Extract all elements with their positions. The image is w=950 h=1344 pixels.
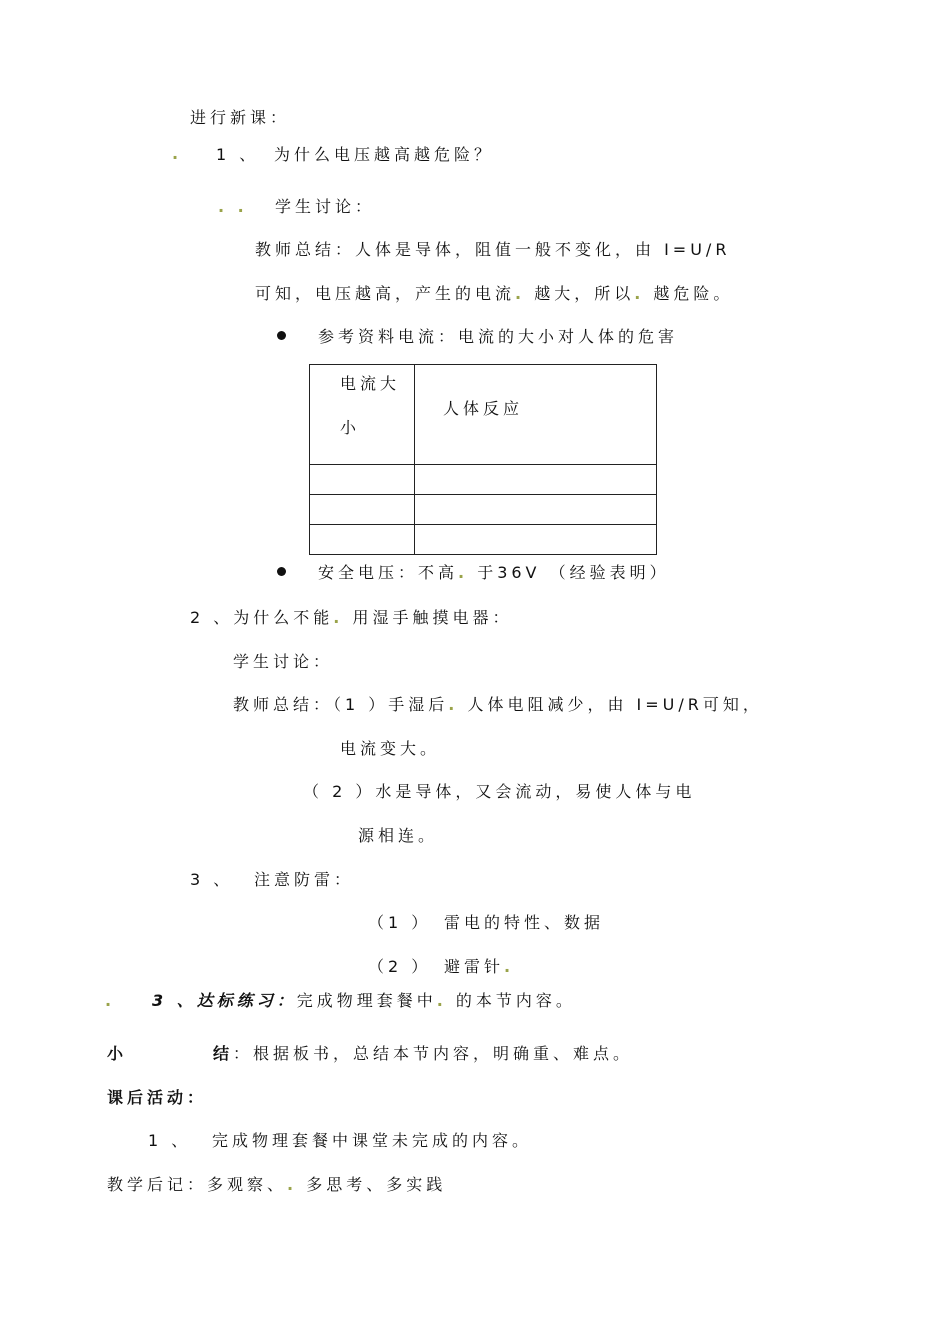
table-cell bbox=[310, 525, 415, 555]
after-class-item-text: 完成物理套餐中课堂未完成的内容。 bbox=[212, 1131, 533, 1150]
marker-dot: . bbox=[634, 284, 645, 303]
question-1-text: 为什么电压越高越危险？ bbox=[274, 145, 495, 164]
q3-item-1-number: （1 ） bbox=[368, 913, 432, 932]
marker-dot: . bbox=[515, 284, 526, 303]
question-1-number: 1 、 bbox=[216, 145, 260, 164]
after-class-item-number: 1 、 bbox=[148, 1131, 192, 1150]
practice-line bbox=[152, 991, 576, 1011]
teacher-summary-2-line-4: 源相连。 bbox=[358, 826, 439, 845]
question-3-number: 3 、 bbox=[190, 870, 234, 889]
question-2-part-b: 用湿手触摸电器： bbox=[352, 608, 513, 627]
marker-dots: . . bbox=[218, 197, 248, 216]
practice-label: 3 、达标练习： bbox=[152, 991, 297, 1010]
summary-heading-jie: 结 bbox=[213, 1044, 234, 1063]
teacher-summary-2-line-1 bbox=[233, 695, 763, 715]
teacher-summary-1-line-2 bbox=[255, 284, 733, 304]
question-3-text: 注意防雷： bbox=[254, 870, 355, 889]
summary-1-part-b: 越大，所以 bbox=[534, 284, 635, 303]
summary-2-part-b: 人体电阻减少，由 I=U/R可知， bbox=[467, 695, 763, 714]
table-header-cell-current bbox=[310, 365, 415, 465]
marker-dot: . bbox=[287, 1175, 298, 1194]
summary-line bbox=[213, 1044, 633, 1064]
table-cell bbox=[415, 525, 657, 555]
safe-voltage-line bbox=[318, 563, 670, 583]
summary-1-part-a: 可知，电压越高，产生的电流 bbox=[255, 284, 516, 303]
bullet-icon bbox=[277, 331, 286, 340]
after-class-heading: 课后活动： bbox=[107, 1088, 208, 1107]
header-reaction: 人体反应 bbox=[443, 399, 524, 418]
table-row bbox=[310, 525, 657, 555]
teacher-summary-2-line-3: （ 2 ）水是导体，又会流动，易使人体与电 bbox=[303, 782, 696, 801]
teaching-notes-line bbox=[107, 1175, 446, 1195]
table-row bbox=[310, 465, 657, 495]
table-cell bbox=[415, 465, 657, 495]
q3-item-1-text: 雷电的特性、数据 bbox=[444, 913, 605, 932]
bullet-icon bbox=[277, 567, 286, 576]
practice-part-b: 的本节内容。 bbox=[455, 991, 576, 1010]
teaching-notes-part-a: 教学后记：多观察、 bbox=[107, 1175, 288, 1194]
table-cell bbox=[310, 495, 415, 525]
header-current-line-1: 电流大 bbox=[340, 374, 401, 393]
practice-part-a: 完成物理套餐中 bbox=[296, 991, 437, 1010]
q3-item-2-line bbox=[444, 957, 514, 977]
safe-voltage-part-a: 安全电压：不高 bbox=[318, 563, 459, 582]
summary-1-part-c: 越危险。 bbox=[653, 284, 734, 303]
table-cell bbox=[310, 465, 415, 495]
student-discussion-1: 学生讨论： bbox=[275, 197, 376, 216]
teacher-summary-1-line-1: 教师总结：人体是导体，阻值一般不变化，由 I=U/R bbox=[255, 240, 731, 259]
marker-dot: . bbox=[436, 991, 447, 1010]
marker-dot: . bbox=[105, 991, 116, 1010]
question-2-line bbox=[190, 608, 512, 628]
teacher-summary-2-line-2: 电流变大。 bbox=[340, 739, 441, 758]
current-effects-table bbox=[309, 364, 657, 555]
reference-material-line: 参考资料电流：电流的大小对人体的危害 bbox=[318, 327, 679, 346]
q3-item-2-number: （2 ） bbox=[368, 957, 432, 976]
q3-item-2-text: 避雷针 bbox=[444, 957, 505, 976]
header-current-line-2: 小 bbox=[340, 418, 361, 437]
safe-voltage-part-b: 于36V （经验表明） bbox=[477, 563, 670, 582]
table-row bbox=[310, 495, 657, 525]
summary-heading-xiao: 小 bbox=[107, 1044, 128, 1063]
section-heading-new-lesson: 进行新课： bbox=[190, 108, 291, 127]
table-header-row bbox=[310, 365, 657, 465]
marker-dot: . bbox=[172, 144, 183, 163]
marker-dot: . bbox=[504, 957, 515, 976]
marker-dot: . bbox=[458, 563, 469, 582]
table-cell bbox=[415, 495, 657, 525]
summary-text: ：根据板书，总结本节内容，明确重、难点。 bbox=[233, 1044, 634, 1063]
question-2-part-a: 2 、为什么不能 bbox=[190, 608, 334, 627]
teaching-notes-part-b: 多思考、多实践 bbox=[306, 1175, 447, 1194]
table-header-cell-reaction bbox=[415, 365, 657, 465]
student-discussion-2: 学生讨论： bbox=[233, 652, 334, 671]
summary-2-part-a: 教师总结：（1 ）手湿后 bbox=[233, 695, 449, 714]
marker-dot: . bbox=[333, 608, 344, 627]
marker-dot: . bbox=[448, 695, 459, 714]
